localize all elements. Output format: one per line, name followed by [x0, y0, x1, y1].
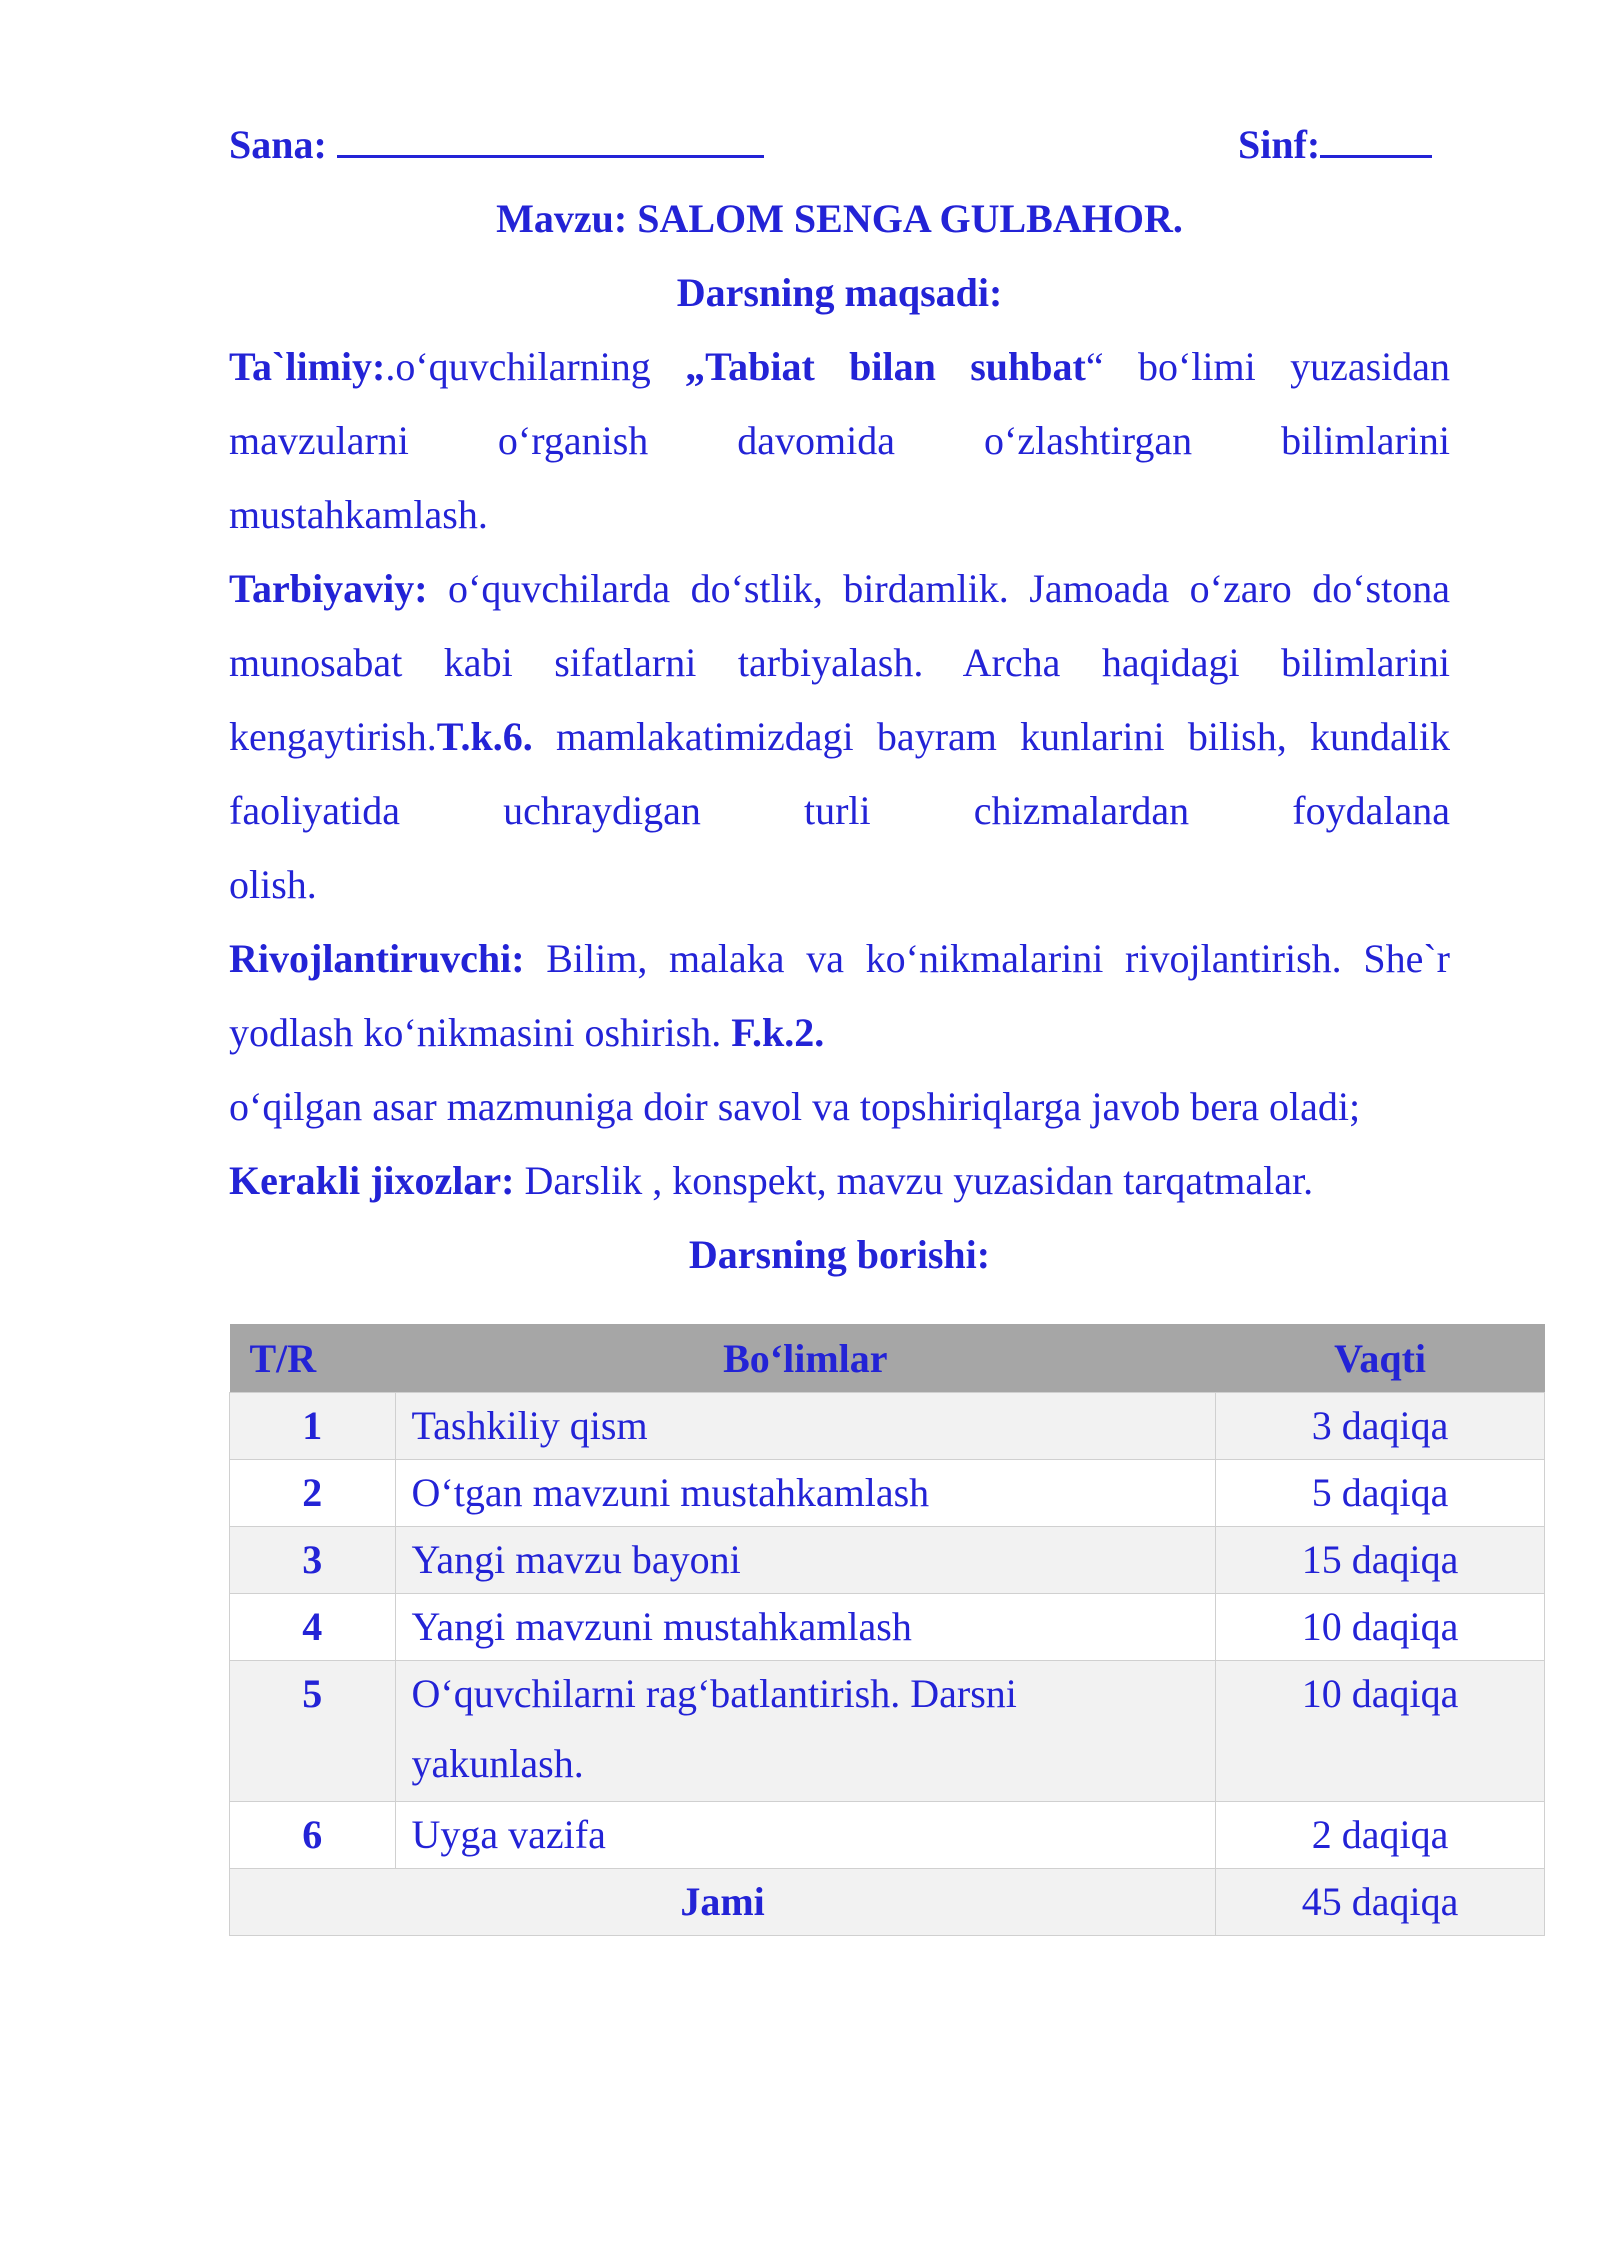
row-number: 4 — [230, 1594, 396, 1661]
row-section-line-1: O‘quvchilarni rag‘batlantirish. Darsni — [411, 1671, 1017, 1716]
row-time: 3 daqiqa — [1216, 1393, 1545, 1460]
equipment-text: Darslik , konspekt, mavzu yuzasidan tarqatmalar. — [524, 1158, 1314, 1203]
upbringing-code: T.k.6. — [436, 714, 533, 759]
developmental-line-1 — [229, 922, 1450, 996]
row-section: O‘tgan mavzuni mustahkamlash — [395, 1460, 1216, 1527]
row-number: 5 — [230, 1661, 396, 1802]
educational-text-b: “ bo‘limi yuzasidan mavzularni o‘rganish davomida o‘zlashtirgan bilimlarini — [229, 344, 1451, 463]
total-label: Jami — [230, 1869, 1216, 1936]
row-time: 10 daqiqa — [1216, 1594, 1545, 1661]
header-time: Vaqti — [1216, 1324, 1545, 1393]
table-row — [230, 1527, 1545, 1594]
table-row — [230, 1460, 1545, 1527]
row-section: Yangi mavzu bayoni — [395, 1527, 1216, 1594]
paragraph-text — [229, 330, 1450, 478]
equipment-label: Kerakli jixozlar: — [229, 1158, 515, 1203]
row-section-line-2: yakunlash. — [411, 1741, 584, 1786]
educational-text-a: .o‘quvchilarning — [385, 344, 651, 389]
developmental-line-2 — [229, 996, 1450, 1070]
paragraph-text — [229, 552, 1450, 848]
total-time: 45 daqiqa — [1216, 1869, 1545, 1936]
table-row — [230, 1661, 1545, 1802]
table-row — [230, 1802, 1545, 1869]
upbringing-label: Tarbiyaviy: — [229, 566, 428, 611]
quote-open: „ — [685, 344, 706, 389]
row-number: 2 — [230, 1460, 396, 1527]
header-sections: Bo‘limlar — [395, 1324, 1216, 1393]
header-number: T/R — [230, 1324, 396, 1393]
row-time: 2 daqiqa — [1216, 1802, 1545, 1869]
upbringing-text-c: olish. — [229, 862, 317, 907]
class-field — [1238, 108, 1432, 182]
progress-heading: Darsning borishi: — [688, 1232, 991, 1277]
upbringing-text-a: o‘quvchilarda do‘stlik, birdamlik. Jamoada o‘zaro do‘stona munosabat kabi sifatlarni tarbiyalash. Archa haqidagi bilimlarini kengaytirish. — [229, 566, 1450, 759]
upbringing-text-b: mamlakatimizdagi bayram kunlarini bilish, kundalik faoliyatida uchraydigan turli chizmalardan foydalana — [229, 714, 1451, 833]
lesson-schedule-table — [229, 1324, 1545, 1936]
developmental-label: Rivojlantiruvchi: — [229, 936, 525, 981]
row-number: 6 — [230, 1802, 396, 1869]
row-section: Yangi mavzuni mustahkamlash — [395, 1594, 1216, 1661]
date-field — [229, 108, 764, 182]
educational-goal — [229, 330, 1450, 552]
educational-text-c: mustahkamlash. — [229, 492, 488, 537]
row-time: 5 daqiqa — [1216, 1460, 1545, 1527]
date-blank-line — [337, 125, 764, 158]
row-number: 3 — [230, 1527, 396, 1594]
row-number: 1 — [230, 1393, 396, 1460]
class-blank-line — [1320, 125, 1432, 158]
educational-label: Ta`limiy: — [229, 344, 386, 389]
developmental-text-b: yodlash ko‘nikmasini oshirish. — [229, 1010, 722, 1055]
row-section — [395, 1661, 1216, 1802]
developmental-text-a: Bilim, malaka va ko‘nikmalarini rivojlantirish. She`r — [546, 936, 1451, 981]
section-name: Tabiat bilan suhbat — [705, 344, 1086, 389]
developmental-goal — [229, 922, 1450, 1144]
developmental-code: F.k.2. — [731, 1010, 825, 1055]
header-row — [229, 108, 1450, 182]
upbringing-goal — [229, 552, 1450, 922]
equipment-line — [229, 1144, 1450, 1218]
date-label: Sana: — [229, 122, 327, 167]
table-row — [230, 1594, 1545, 1661]
developmental-text-c: o‘qilgan asar mazmuniga doir savol va topshiriqlarga javob bera oladi; — [229, 1084, 1361, 1129]
class-label: Sinf: — [1238, 122, 1321, 167]
table-header-row — [230, 1324, 1545, 1393]
topic-title: Mavzu: SALOM SENGA GULBAHOR. — [496, 196, 1183, 241]
row-time: 10 daqiqa — [1216, 1661, 1545, 1802]
table-total-row — [230, 1869, 1545, 1936]
lesson-plan-page — [229, 108, 1459, 1924]
row-time: 15 daqiqa — [1216, 1527, 1545, 1594]
row-section: Uyga vazifa — [395, 1802, 1216, 1869]
table-row — [230, 1393, 1545, 1460]
goals-heading: Darsning maqsadi: — [676, 270, 1003, 315]
row-section: Tashkiliy qism — [395, 1393, 1216, 1460]
